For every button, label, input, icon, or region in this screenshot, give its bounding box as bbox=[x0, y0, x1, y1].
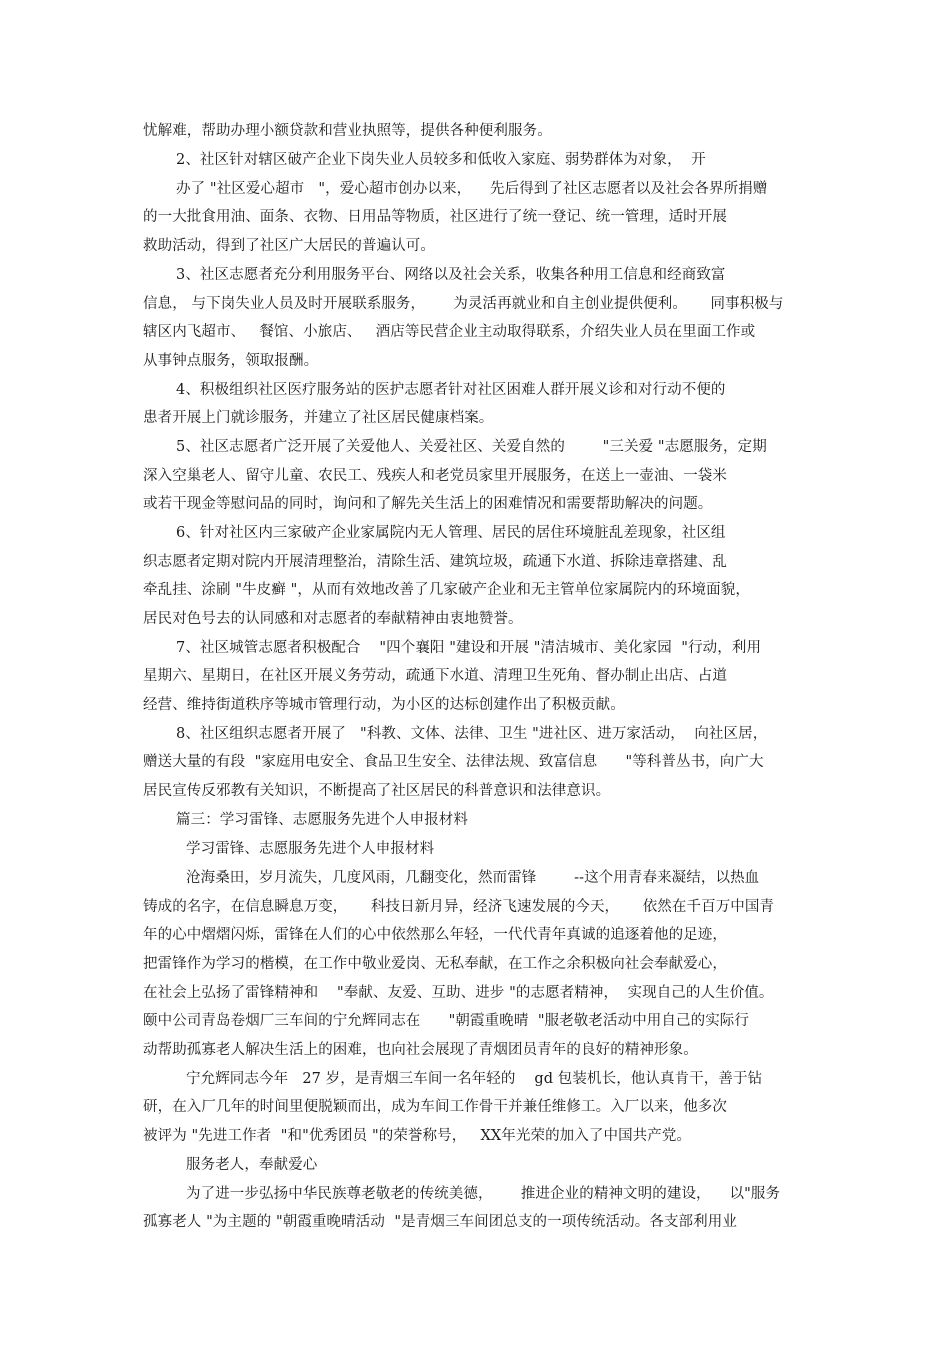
text-line: 年的心中熠熠闪烁，雷锋在人们的心中依然那么年轻，一代代青年真诚的追逐着他的足迹， bbox=[143, 927, 727, 943]
text-line: 星期六、星期日，在社区开展义务劳动，疏通下水道、清理卫生死角、督办制止出店、占道 bbox=[143, 668, 727, 684]
text-line: 把雷锋作为学习的楷模，在工作中敬业爱岗、无私奉献，在工作之余积极向社会奉献爱心， bbox=[143, 956, 727, 972]
text-line: 从事钟点服务，领取报酬。 bbox=[143, 353, 319, 369]
text-line: 居民对色号去的认同感和对志愿者的奉献精神由衷地赞誉。 bbox=[143, 611, 523, 627]
text-line: 4、积极组织社区医疗服务站的医护志愿者针对社区困难人群开展义诊和对行动不便的 bbox=[176, 382, 726, 398]
text-line: 铸成的名字，在信息瞬息万变， 科技日新月异，经济飞速发展的今天， 依然在千百万中国青 bbox=[143, 899, 775, 915]
text-line: 7、社区城管志愿者积极配合 "四个襄阳 "建设和开展 "清洁城市、美化家园 "行动，利用 bbox=[176, 640, 762, 656]
text-line: 2、社区针对辖区破产企业下岗失业人员较多和低收入家庭、弱势群体为对象， 开 bbox=[176, 152, 706, 168]
text-line: 织志愿者定期对院内开展清理整治，清除生活、建筑垃圾，疏通下水道、拆除违章搭建、乱 bbox=[143, 554, 727, 570]
document-title: 学习雷锋、志愿服务先进个人申报材料 bbox=[186, 841, 435, 857]
text-line: 在社会上弘扬了雷锋精神和 "奉献、友爱、互助、进步 "的志愿者精神， 实现自己的人生价值。 bbox=[143, 985, 774, 1001]
text-line: 沧海桑田，岁月流失，几度风雨，几翻变化，然而雷锋 --这个用青春来凝结，以热血 bbox=[186, 870, 760, 886]
text-line: 的一大批食用油、面条、衣物、日用品等物质，社区进行了统一登记、统一管理，适时开展 bbox=[143, 209, 727, 225]
text-line: 研，在入厂几年的时间里便脱颖而出，成为车间工作骨干并兼任维修工。入厂以来，他多次 bbox=[143, 1099, 727, 1115]
text-line: 办了 "社区爱心超市 "，爱心超市创办以来， 先后得到了社区志愿者以及社会各界所捐赠 bbox=[176, 181, 768, 197]
text-line: 3、社区志愿者充分利用服务平台、网络以及社会关系，收集各种用工信息和经商致富 bbox=[176, 267, 726, 283]
text-line: 6、针对社区内三家破产企业家属院内无人管理、居民的居住环境脏乱差现象，社区组 bbox=[176, 525, 726, 541]
text-line: 忧解难，帮助办理小额贷款和营业执照等，提供各种便利服务。 bbox=[143, 123, 552, 139]
text-line: 牵乱挂、涂刷 "牛皮癣 "，从而有效地改善了几家破产企业和无主管单位家属院内的环境面貌， bbox=[143, 582, 750, 598]
text-line: 动帮助孤寡老人解决生活上的困难，也向社会展现了青烟团员青年的良好的精神形象。 bbox=[143, 1042, 698, 1058]
subheading: 服务老人，奉献爱心 bbox=[186, 1157, 318, 1173]
text-line: 患者开展上门就诊服务，并建立了社区居民健康档案。 bbox=[143, 410, 494, 426]
text-line: 颐中公司青岛卷烟厂三车间的宁允辉同志在 "朝霞重晚晴 "服老敬老活动中用自己的实际行 bbox=[143, 1013, 750, 1029]
text-line: 经营、维持街道秩序等城市管理行动，为小区的达标创建作出了积极贡献。 bbox=[143, 697, 625, 713]
text-line: 8、社区组织志愿者开展了 "科教、文体、法律、卫生 "进社区、进万家活动， 向社区居， bbox=[176, 726, 768, 742]
text-line: 或若干现金等慰问品的同时，询问和了解先关生活上的困难情况和需要帮助解决的问题。 bbox=[143, 496, 713, 512]
section-heading: 篇三：学习雷锋、志愿服务先进个人申报材料 bbox=[176, 812, 468, 828]
text-line: 居民宣传反邪教有关知识，不断提高了社区居民的科普意识和法律意识。 bbox=[143, 783, 611, 799]
text-line: 救助活动，得到了社区广大居民的普遍认可。 bbox=[143, 238, 435, 254]
text-line: 辖区内飞超市、 餐馆、小旅店、 酒店等民营企业主动取得联系，介绍失业人员在里面工作或 bbox=[143, 324, 756, 340]
text-line: 信息， 与下岗失业人员及时开展联系服务， 为灵活再就业和自主创业提供便利。 同事积极与 bbox=[143, 296, 784, 312]
text-line: 被评为 "先进工作者 "和"优秀团员 "的荣誉称号， XX年光荣的加入了中国共产党。 bbox=[143, 1128, 692, 1144]
text-line: 赠送大量的有段 "家庭用电安全、食品卫生安全、法律法规、致富信息 "等科普丛书，向广大 bbox=[143, 754, 764, 770]
text-line: 宁允辉同志今年 27 岁，是青烟三车间一名年轻的 gd 包装机长，他认真肯干，善于钻 bbox=[186, 1071, 763, 1087]
text-line: 为了进一步弘扬中华民族尊老敬老的传统美德， 推进企业的精神文明的建设， 以"服务 bbox=[186, 1186, 781, 1202]
text-line: 孤寡老人 "为主题的 "朝霞重晚晴活动 "是青烟三车间团总支的一项传统活动。各支部利用业 bbox=[143, 1214, 737, 1230]
text-line: 深入空巢老人、留守儿童、农民工、残疾人和老党员家里开展服务，在送上一壶油、一袋米 bbox=[143, 468, 727, 484]
text-line: 5、社区志愿者广泛开展了关爱他人、关爱社区、关爱自然的 "三关爱 "志愿服务，定期 bbox=[176, 439, 767, 455]
